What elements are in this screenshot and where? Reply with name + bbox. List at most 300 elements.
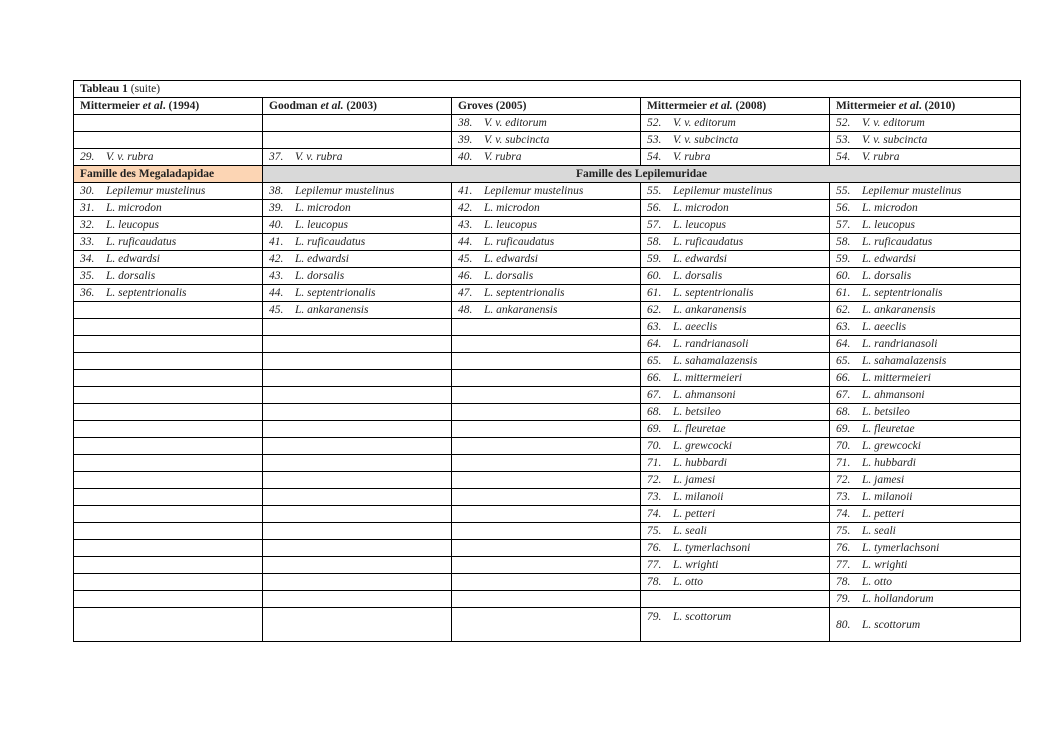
table-cell [452, 591, 641, 608]
species-name: L. petteri [862, 508, 905, 520]
table-cell [641, 591, 830, 608]
species-number: 69. [647, 423, 662, 435]
table-cell [74, 455, 263, 472]
table-cell [830, 149, 1021, 166]
table-cell [74, 557, 263, 574]
species-name: V. rubra [673, 151, 711, 163]
table-cell [641, 455, 830, 472]
table-cell [74, 302, 263, 319]
family-row [74, 166, 1021, 183]
table-row [74, 404, 1021, 421]
table-cell [452, 183, 641, 200]
species-number: 45. [458, 253, 473, 265]
species-name: L. leucopus [295, 219, 349, 231]
table-cell [263, 200, 452, 217]
species-name: L. dorsalis [862, 270, 912, 282]
table-cell [452, 421, 641, 438]
species-number: 42. [458, 202, 473, 214]
species-name: L. mittermeieri [862, 372, 931, 384]
species-number: 53. [647, 134, 662, 146]
species-number: 39. [269, 202, 284, 214]
table-cell [74, 319, 263, 336]
species-number: 47. [458, 287, 473, 299]
table-cell [74, 115, 263, 132]
species-name: L. ruficaudatus [106, 236, 177, 248]
species-number: 42. [269, 253, 284, 265]
table-cell [74, 540, 263, 557]
species-number: 41. [269, 236, 284, 248]
species-number: 59. [836, 253, 851, 265]
table-cell [452, 217, 641, 234]
table-cell [830, 183, 1021, 200]
table-row [74, 472, 1021, 489]
table-cell [452, 574, 641, 591]
species-number: 74. [836, 508, 851, 520]
species-name: L. ruficaudatus [673, 236, 744, 248]
table-cell [830, 285, 1021, 302]
table-cell [830, 336, 1021, 353]
species-number: 43. [269, 270, 284, 282]
species-number: 60. [836, 270, 851, 282]
species-name: L. hubbardi [673, 457, 727, 469]
table-cell [830, 200, 1021, 217]
table-row [74, 336, 1021, 353]
table-cell [452, 251, 641, 268]
table-cell [641, 251, 830, 268]
table-row [74, 387, 1021, 404]
species-number: 40. [458, 151, 473, 163]
table-cell [452, 200, 641, 217]
species-number: 57. [647, 219, 662, 231]
table-cell [263, 319, 452, 336]
table-cell [74, 251, 263, 268]
species-name: L. petteri [673, 508, 716, 520]
table-cell [74, 404, 263, 421]
table-row [74, 523, 1021, 540]
species-number: 69. [836, 423, 851, 435]
species-name: L. edwardsi [295, 253, 349, 265]
species-name: V. rubra [484, 151, 522, 163]
table-cell [641, 404, 830, 421]
species-number: 63. [836, 321, 851, 333]
table-row [74, 489, 1021, 506]
table-cell [830, 268, 1021, 285]
species-number: 44. [269, 287, 284, 299]
species-number: 30. [80, 185, 95, 197]
species-name: L. aeeclis [862, 321, 907, 333]
species-number: 35. [80, 270, 95, 282]
table-cell [74, 387, 263, 404]
species-number: 38. [269, 185, 284, 197]
table-cell [641, 132, 830, 149]
table-cell [830, 506, 1021, 523]
table-row [74, 200, 1021, 217]
table-row [74, 302, 1021, 319]
table-cell [830, 302, 1021, 319]
table-cell [452, 387, 641, 404]
species-number: 67. [836, 389, 851, 401]
table-row [74, 540, 1021, 557]
table-cell [641, 438, 830, 455]
table-cell [263, 421, 452, 438]
table-row [74, 234, 1021, 251]
table-row [74, 319, 1021, 336]
species-name: L. microdon [862, 202, 918, 214]
species-name: L. dorsalis [295, 270, 345, 282]
species-number: 61. [836, 287, 851, 299]
species-name: L. ahmansoni [673, 389, 736, 401]
table-title: Tableau 1 (suite) [74, 81, 1021, 98]
species-number: 34. [80, 253, 95, 265]
table-cell [263, 285, 452, 302]
table-cell [452, 608, 641, 642]
table-cell [452, 506, 641, 523]
table-cell [263, 557, 452, 574]
table-cell [263, 234, 452, 251]
table-cell [74, 608, 263, 642]
species-name: L. microdon [484, 202, 540, 214]
species-number: 39. [458, 134, 473, 146]
species-number: 58. [836, 236, 851, 248]
table-row [74, 591, 1021, 608]
species-number: 70. [647, 440, 662, 452]
table-row [74, 132, 1021, 149]
table-row [74, 217, 1021, 234]
species-name: L. microdon [106, 202, 162, 214]
table-cell [74, 370, 263, 387]
table-cell [641, 523, 830, 540]
column-header: Groves (2005) [452, 98, 641, 115]
table-cell [830, 591, 1021, 608]
table-cell [263, 336, 452, 353]
species-number: 63. [647, 321, 662, 333]
species-name: Lepilemur mustelinus [484, 185, 584, 197]
species-number: 55. [836, 185, 851, 197]
species-name: L. ankaranensis [295, 304, 369, 316]
species-name: L. aeeclis [673, 321, 718, 333]
table-cell [263, 523, 452, 540]
species-name: L. microdon [295, 202, 351, 214]
table-cell [452, 523, 641, 540]
table-cell [452, 353, 641, 370]
table-cell [74, 200, 263, 217]
species-name: V. v. subcincta [862, 134, 928, 146]
table-cell [641, 472, 830, 489]
table-cell [263, 489, 452, 506]
family-megaladapidae: Famille des Megaladapidae [74, 166, 263, 183]
table-cell [74, 217, 263, 234]
table-cell [641, 574, 830, 591]
species-number: 52. [836, 117, 851, 129]
table-cell [641, 149, 830, 166]
table-cell [452, 370, 641, 387]
species-name: L. sahamalazensis [862, 355, 947, 367]
table-cell [263, 472, 452, 489]
species-number: 66. [647, 372, 662, 384]
species-name: V. v. subcincta [484, 134, 550, 146]
species-name: L. septentrionalis [862, 287, 943, 299]
species-number: 54. [836, 151, 851, 163]
species-name: L. ankaranensis [673, 304, 747, 316]
table-cell [263, 370, 452, 387]
species-number: 41. [458, 185, 473, 197]
species-number: 72. [647, 474, 662, 486]
table-cell [830, 523, 1021, 540]
table-cell [830, 132, 1021, 149]
table-cell [830, 438, 1021, 455]
table-cell [641, 336, 830, 353]
table-cell [830, 353, 1021, 370]
column-header: Mittermeier et al. (2008) [641, 98, 830, 115]
table-cell [452, 404, 641, 421]
species-name: L. dorsalis [106, 270, 156, 282]
species-name: Lepilemur mustelinus [295, 185, 395, 197]
header-row [74, 98, 1021, 115]
species-number: 73. [647, 491, 662, 503]
species-number: 72. [836, 474, 851, 486]
species-number: 77. [647, 559, 662, 571]
table-cell [641, 183, 830, 200]
species-number: 56. [647, 202, 662, 214]
table-cell [452, 319, 641, 336]
table-cell [830, 574, 1021, 591]
family-lepilemuridae: Famille des Lepilemuridae [263, 166, 1021, 183]
species-number: 53. [836, 134, 851, 146]
table-cell [74, 591, 263, 608]
table-cell [263, 506, 452, 523]
species-number: 80. [836, 618, 851, 631]
table-cell [641, 285, 830, 302]
species-name: L. jamesi [862, 474, 905, 486]
species-number: 48. [458, 304, 473, 316]
species-number: 36. [80, 287, 95, 299]
table-cell [452, 455, 641, 472]
table-cell [263, 438, 452, 455]
table-cell [74, 285, 263, 302]
table-cell [641, 115, 830, 132]
species-name: L. randrianasoli [673, 338, 749, 350]
species-number: 59. [647, 253, 662, 265]
species-name: L. leucopus [106, 219, 160, 231]
table-cell [263, 115, 452, 132]
table-row [74, 370, 1021, 387]
species-number: 65. [836, 355, 851, 367]
species-number: 56. [836, 202, 851, 214]
species-name: L. milanoii [862, 491, 913, 503]
species-name: L. otto [673, 576, 704, 588]
species-number: 58. [647, 236, 662, 248]
table-cell [641, 319, 830, 336]
species-number: 74. [647, 508, 662, 520]
table-cell [74, 149, 263, 166]
table-cell [641, 421, 830, 438]
species-name: L. seali [862, 525, 896, 537]
species-table [73, 80, 1021, 642]
table-cell [263, 149, 452, 166]
table-cell [74, 132, 263, 149]
species-name: L. randrianasoli [862, 338, 938, 350]
species-name: L. betsileo [673, 406, 721, 418]
table-cell [830, 404, 1021, 421]
species-number: 38. [458, 117, 473, 129]
table-cell [641, 557, 830, 574]
species-name: V. v. rubra [295, 151, 343, 163]
species-name: L. sahamalazensis [673, 355, 758, 367]
table-cell [263, 540, 452, 557]
species-number: 76. [647, 542, 662, 554]
species-number: 29. [80, 151, 95, 163]
column-header: Mittermeier et al. (1994) [74, 98, 263, 115]
species-name: L. septentrionalis [295, 287, 376, 299]
table-cell [830, 489, 1021, 506]
table-cell [830, 251, 1021, 268]
species-number: 79. [647, 611, 662, 623]
species-number: 32. [80, 219, 95, 231]
table-cell [641, 353, 830, 370]
table-cell [641, 387, 830, 404]
species-name: V. rubra [862, 151, 900, 163]
table-cell [263, 608, 452, 642]
table-cell [641, 370, 830, 387]
species-name: L. tymerlachsoni [862, 542, 940, 554]
table-row [74, 183, 1021, 200]
species-name: L. dorsalis [484, 270, 534, 282]
table-row [74, 506, 1021, 523]
species-number: 57. [836, 219, 851, 231]
table-cell [452, 438, 641, 455]
table-cell [74, 523, 263, 540]
table-cell [452, 149, 641, 166]
species-name: L. septentrionalis [673, 287, 754, 299]
table-cell [452, 472, 641, 489]
species-number: 64. [836, 338, 851, 350]
species-name: L. scottorum [673, 611, 732, 623]
species-name: L. ruficaudatus [295, 236, 366, 248]
species-number: 75. [836, 525, 851, 537]
table-row [74, 149, 1021, 166]
table-cell [263, 591, 452, 608]
table-cell [74, 489, 263, 506]
table-cell [641, 268, 830, 285]
table-cell [830, 540, 1021, 557]
table-cell [830, 472, 1021, 489]
species-name: L. otto [862, 576, 893, 588]
table-cell [452, 336, 641, 353]
table-row [74, 608, 1021, 642]
table-cell [263, 353, 452, 370]
species-number: 62. [647, 304, 662, 316]
table-cell [452, 302, 641, 319]
table-cell [830, 115, 1021, 132]
species-name: L. scottorum [862, 618, 921, 631]
table-cell [263, 132, 452, 149]
species-name: L. ankaranensis [862, 304, 936, 316]
table-cell [263, 268, 452, 285]
table-row [74, 268, 1021, 285]
species-name: L. leucopus [862, 219, 916, 231]
species-name: L. ruficaudatus [862, 236, 933, 248]
table-cell [641, 540, 830, 557]
table-cell [641, 302, 830, 319]
species-number: 79. [836, 593, 851, 605]
table-cell [74, 574, 263, 591]
species-name: V. v. editorum [484, 117, 547, 129]
species-number: 78. [647, 576, 662, 588]
table-row [74, 438, 1021, 455]
table-cell [263, 574, 452, 591]
table-cell [641, 489, 830, 506]
table-cell [74, 506, 263, 523]
species-number: 62. [836, 304, 851, 316]
table-cell [74, 421, 263, 438]
table-cell [452, 540, 641, 557]
species-number: 66. [836, 372, 851, 384]
species-number: 31. [80, 202, 95, 214]
column-header: Goodman et al. (2003) [263, 98, 452, 115]
species-number: 68. [647, 406, 662, 418]
table-cell [263, 217, 452, 234]
species-name: L. ahmansoni [862, 389, 925, 401]
table-cell [263, 387, 452, 404]
species-name: L. tymerlachsoni [673, 542, 751, 554]
species-number: 73. [836, 491, 851, 503]
table-cell [74, 183, 263, 200]
table-cell [641, 217, 830, 234]
table-title-row [74, 81, 1021, 98]
species-name: L. seali [673, 525, 707, 537]
table-cell [452, 234, 641, 251]
species-number: 78. [836, 576, 851, 588]
species-number: 68. [836, 406, 851, 418]
table-cell [641, 234, 830, 251]
table-cell [641, 506, 830, 523]
species-number: 61. [647, 287, 662, 299]
species-number: 71. [836, 457, 851, 469]
species-number: 43. [458, 219, 473, 231]
table-cell [641, 608, 830, 642]
species-number: 70. [836, 440, 851, 452]
species-number: 45. [269, 304, 284, 316]
species-number: 37. [269, 151, 284, 163]
species-name: L. mittermeieri [673, 372, 742, 384]
table-cell [830, 217, 1021, 234]
species-name: V. v. editorum [862, 117, 925, 129]
species-name: L. wrighti [673, 559, 719, 571]
species-number: 33. [80, 236, 95, 248]
species-number: 76. [836, 542, 851, 554]
species-name: L. betsileo [862, 406, 910, 418]
species-name: L. grewcocki [673, 440, 732, 452]
species-number: 67. [647, 389, 662, 401]
table-cell [830, 557, 1021, 574]
species-number: 40. [269, 219, 284, 231]
table-cell [74, 438, 263, 455]
table-row [74, 557, 1021, 574]
table-cell [641, 200, 830, 217]
species-name: L. microdon [673, 202, 729, 214]
species-name: V. v. subcincta [673, 134, 739, 146]
table-row [74, 251, 1021, 268]
species-name: L. wrighti [862, 559, 908, 571]
table-cell [830, 234, 1021, 251]
species-name: L. edwardsi [862, 253, 916, 265]
table-row [74, 455, 1021, 472]
species-name: Lepilemur mustelinus [673, 185, 773, 197]
species-name: L. fleuretae [862, 423, 915, 435]
table-row [74, 353, 1021, 370]
table-cell [830, 421, 1021, 438]
table-cell [74, 336, 263, 353]
